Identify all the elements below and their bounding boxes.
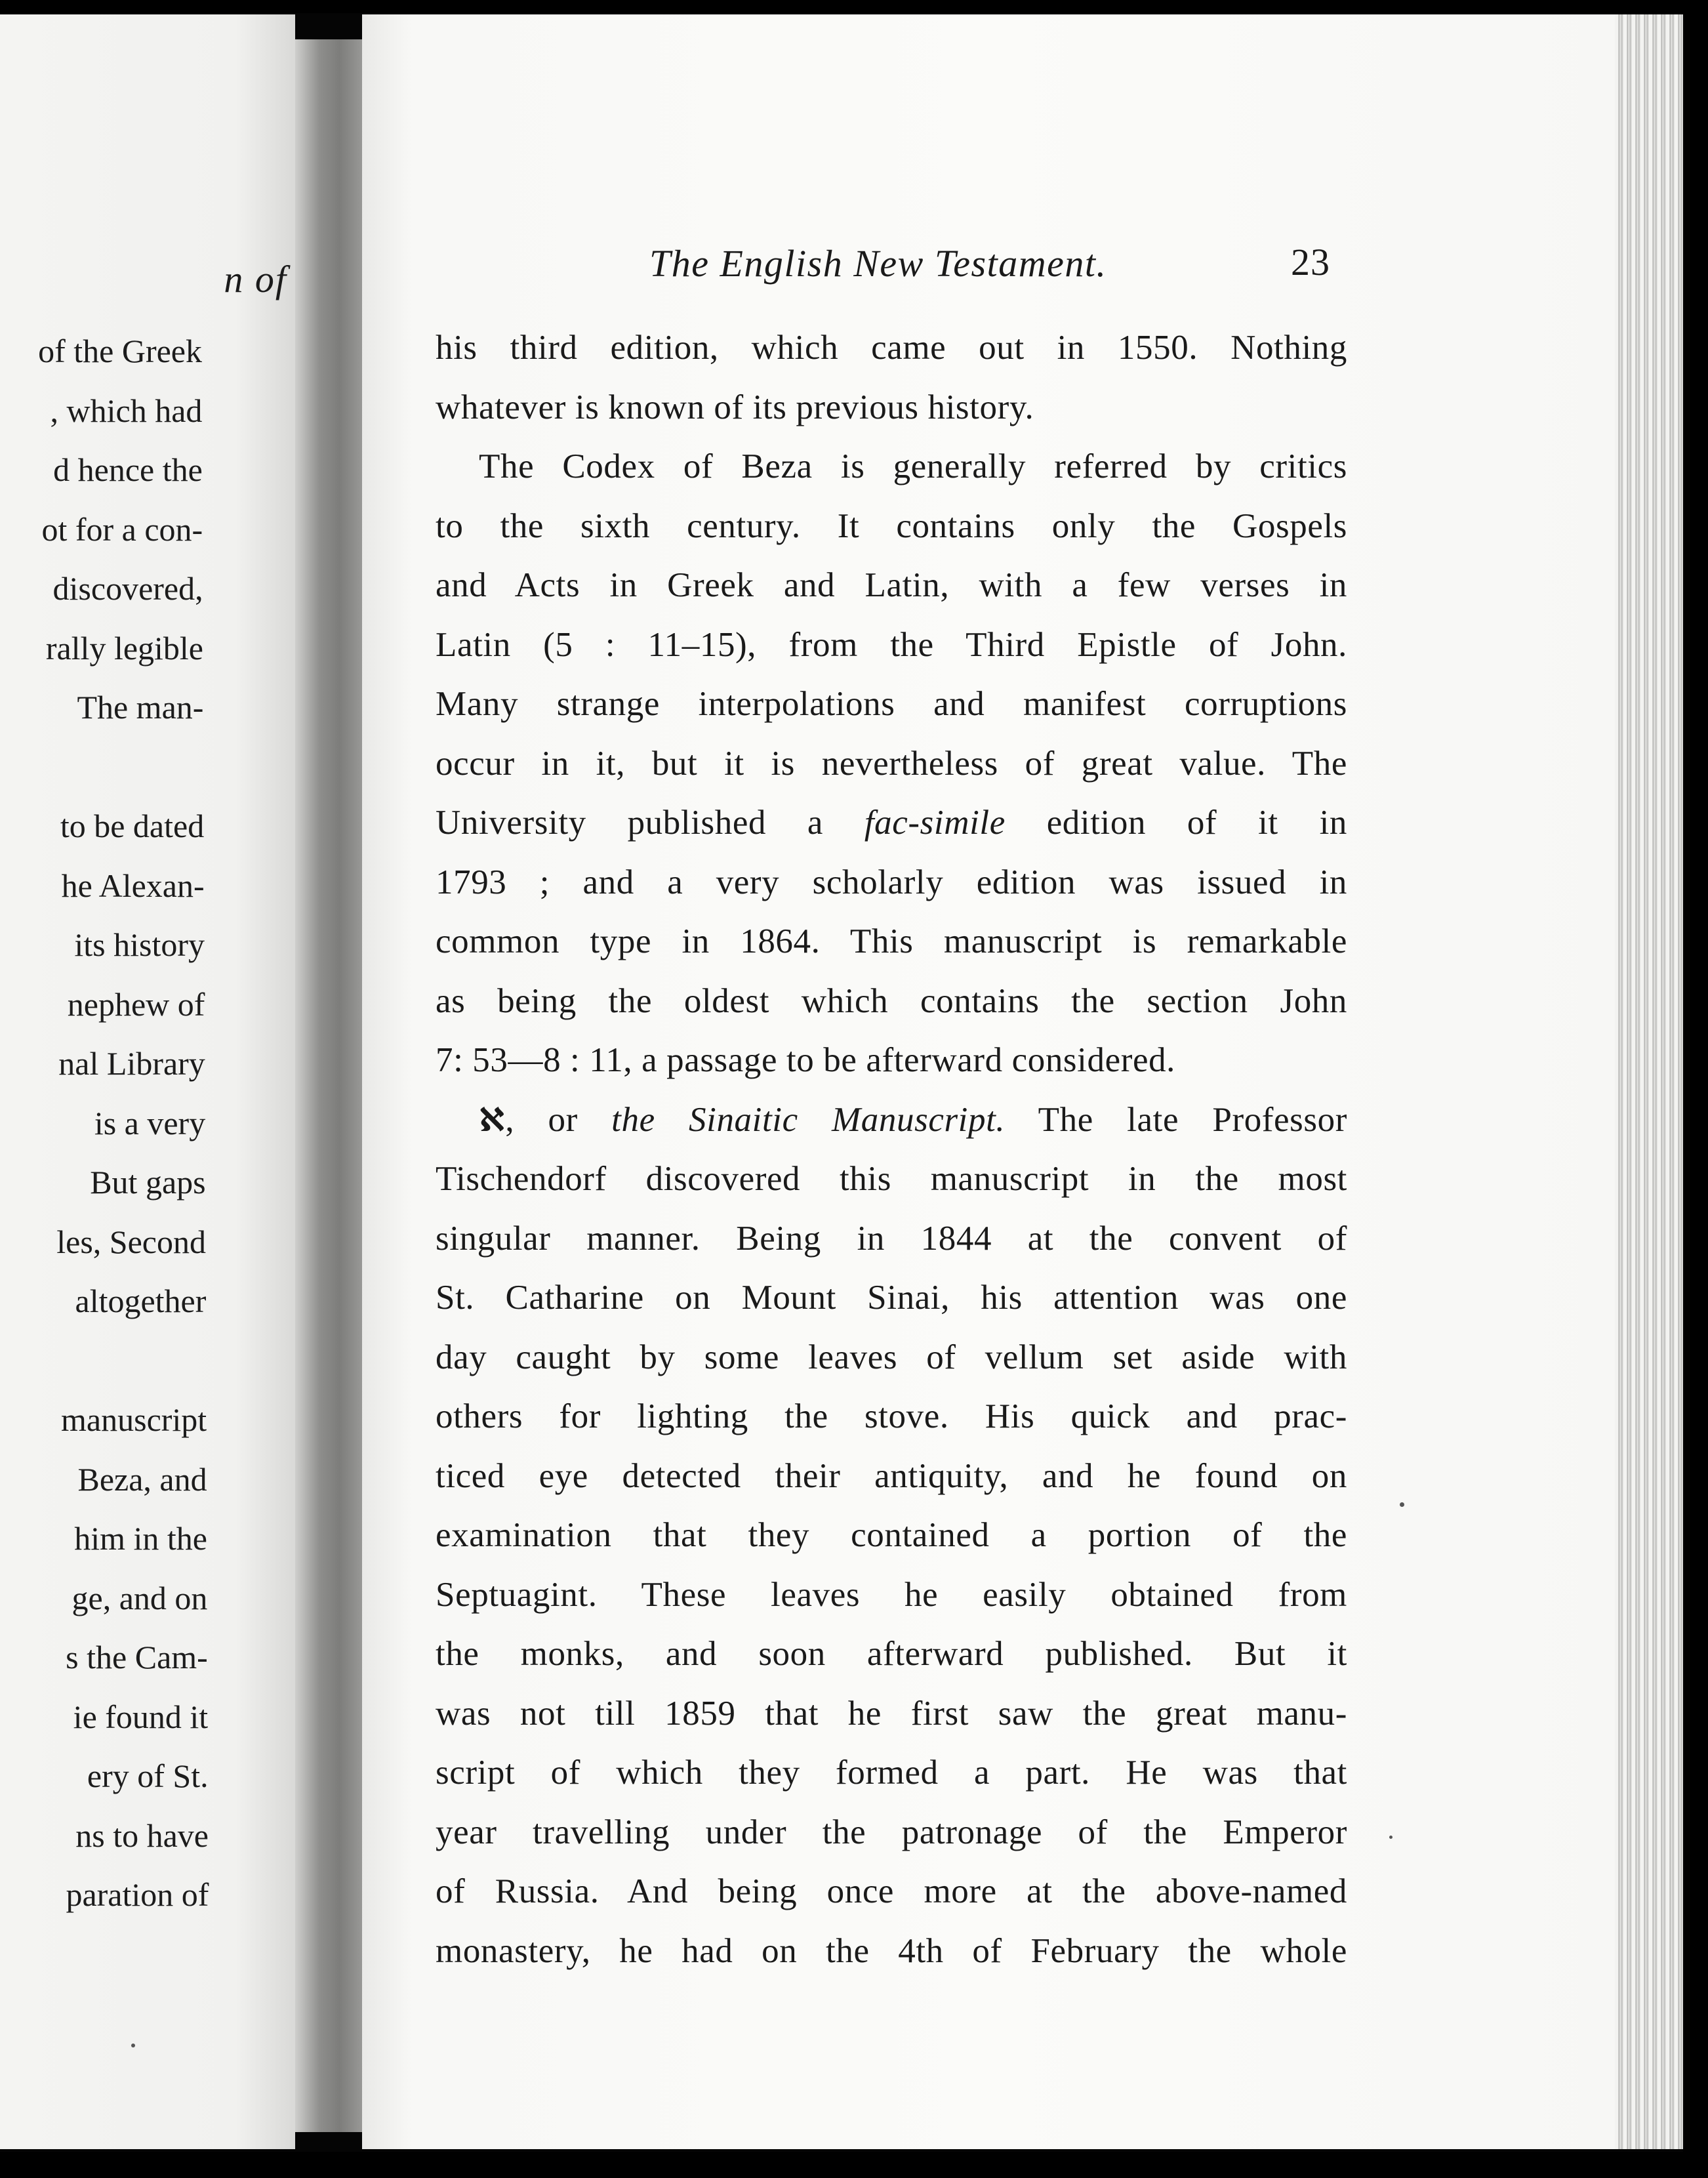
text-line: occur in it, but it is nevertheless of great value. The bbox=[436, 744, 1347, 783]
text-line: singular manner. Being in 1844 at the convent of bbox=[436, 1219, 1347, 1258]
text-line: year travelling under the patronage of the Emperor bbox=[436, 1813, 1347, 1851]
text-line: Latin (5 : 11–15), from the Third Epistle of John. bbox=[436, 625, 1347, 664]
text-line: of Russia. And being once more at the above-named bbox=[436, 1872, 1347, 1910]
text-line: was not till 1859 that he first saw the great manu- bbox=[436, 1694, 1347, 1733]
left-page-line: , which had bbox=[50, 392, 203, 429]
left-page bbox=[0, 14, 295, 2149]
text-line: Septuagint. These leaves he easily obtained from bbox=[436, 1575, 1347, 1614]
body-text bbox=[436, 318, 1347, 1981]
left-page-line: of the Greek bbox=[38, 333, 202, 369]
left-page-line: les, Second bbox=[56, 1223, 206, 1260]
text-line: Many strange interpolations and manifest corruptions bbox=[436, 685, 1347, 723]
left-page-line: him in the bbox=[74, 1520, 207, 1557]
left-page-line: is a very bbox=[94, 1104, 206, 1141]
paper-speck bbox=[131, 2044, 135, 2047]
left-page-line: altogether bbox=[75, 1283, 207, 1319]
page-number: 23 bbox=[1291, 241, 1330, 283]
text-line: 1793 ; and a very scholarly edition was issued in bbox=[436, 863, 1347, 901]
left-page-line: its history bbox=[74, 926, 205, 963]
italic-term: fac-simile bbox=[864, 804, 1006, 842]
running-head: The English New Testament. bbox=[649, 242, 1107, 285]
text-line bbox=[436, 793, 1347, 853]
scan-border-right bbox=[1683, 0, 1708, 2178]
text-line: and Acts in Greek and Latin, with a few verses in bbox=[436, 566, 1347, 604]
left-page-line: nephew of bbox=[67, 985, 205, 1023]
text-segment: University published a bbox=[436, 804, 824, 842]
text-line: whatever is known of its previous history. bbox=[436, 388, 1034, 426]
left-page-line: d hence the bbox=[53, 451, 203, 488]
left-page-line: ery of St. bbox=[87, 1757, 209, 1794]
left-page-line: Beza, and bbox=[77, 1460, 207, 1498]
left-page-line: paration of bbox=[66, 1876, 209, 1913]
left-page-line: ie found it bbox=[73, 1698, 209, 1735]
text-line: monastery, he had on the 4th of February the whole bbox=[436, 1931, 1347, 1970]
italic-term: the Sinaitic Manuscript. bbox=[611, 1100, 1006, 1139]
text-line: as being the oldest which contains the section John bbox=[436, 981, 1347, 1020]
left-running-head: n of bbox=[224, 258, 287, 300]
text-line: common type in 1864. This manuscript is remarkable bbox=[436, 922, 1347, 960]
text-line: 7: 53—8 : 11, a passage to be afterward considered. bbox=[436, 1041, 1176, 1079]
left-page-line: discovered, bbox=[52, 570, 203, 607]
text-segment: edition of it in bbox=[1046, 804, 1347, 842]
text-segment: The late Professor bbox=[1038, 1100, 1347, 1139]
scan-border-bottom bbox=[0, 2152, 1708, 2178]
left-page-line: to be dated bbox=[60, 808, 205, 844]
left-page-line: rally legible bbox=[45, 629, 203, 667]
aleph-symbol: ℵ bbox=[479, 1100, 506, 1139]
paper-speck bbox=[1400, 1502, 1404, 1507]
text-line: ticed eye detected their antiquity, and he found on bbox=[436, 1456, 1347, 1495]
text-line: Tischendorf discovered this manuscript in the most bbox=[436, 1160, 1347, 1198]
scan-border-top bbox=[0, 0, 1708, 13]
text-line: The Codex of Beza is generally referred by critics bbox=[479, 447, 1347, 485]
text-line: to the sixth century. It contains only the Gospels bbox=[436, 506, 1347, 545]
left-page-line: s the Cam- bbox=[66, 1639, 208, 1675]
text-line: day caught by some leaves of vellum set aside with bbox=[436, 1338, 1347, 1376]
text-line: St. Catharine on Mount Sinai, his attention was one bbox=[436, 1279, 1347, 1317]
left-page-line: The man- bbox=[77, 689, 204, 726]
left-page-line: manuscript bbox=[61, 1401, 207, 1438]
left-page-line: But gaps bbox=[90, 1164, 206, 1201]
text-line: others for lighting the stove. His quick and prac- bbox=[436, 1397, 1347, 1435]
left-page-line: ge, and on bbox=[71, 1579, 208, 1616]
text-line: the monks, and soon afterward published. But it bbox=[436, 1635, 1347, 1673]
text-line: examination that they contained a portion of the bbox=[436, 1516, 1347, 1554]
text-line: script of which they formed a part. He was that bbox=[436, 1754, 1347, 1792]
paper-speck bbox=[1389, 1836, 1393, 1839]
left-page-line: ot for a con- bbox=[41, 510, 203, 548]
text-segment: , or bbox=[505, 1100, 578, 1139]
left-page-line: ns to have bbox=[75, 1817, 209, 1854]
page-edges bbox=[1615, 14, 1683, 2149]
left-page-line: he Alexan- bbox=[61, 867, 205, 904]
text-line: his third edition, which came out in 1550. Nothing bbox=[436, 329, 1347, 367]
text-line bbox=[436, 1090, 1347, 1150]
left-page-line: nal Library bbox=[58, 1045, 205, 1082]
